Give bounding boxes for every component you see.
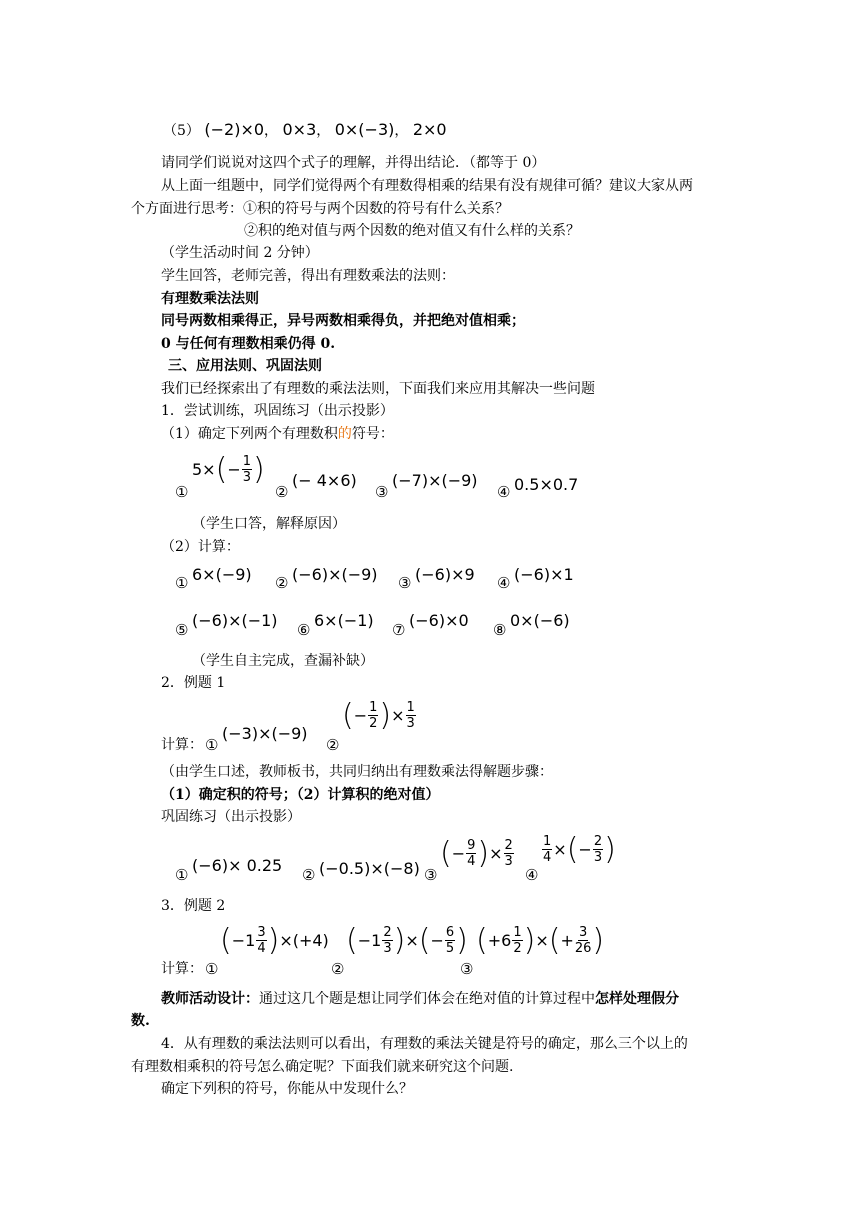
fraction: $\frac{1}{3}$ xyxy=(406,700,415,731)
math-expr: (−6)×(−1) xyxy=(192,611,278,630)
text-line: 2．例题 1 xyxy=(161,675,226,691)
problem-circ: ① xyxy=(175,574,189,592)
text-line: 确定下列积的符号，你能从中发现什么？ xyxy=(161,1081,413,1097)
problem-circ: ③ xyxy=(460,960,474,978)
math-expr: 6×(−9) xyxy=(192,565,252,584)
teacher-design-line xyxy=(161,990,679,1008)
paren: ( xyxy=(440,835,452,871)
math-expr: 0.5×0.7 xyxy=(514,475,579,494)
highlight-text: 的 xyxy=(337,426,352,442)
whole: +6 xyxy=(487,930,512,950)
text-line: 1．尝试训练，巩固练习（出示投影） xyxy=(161,403,394,419)
text: 符号： xyxy=(351,426,394,442)
problem-circ: ② xyxy=(331,960,345,978)
fraction: $\frac{9}{4}$ xyxy=(467,838,476,869)
math-expr: (−3)×(−9) xyxy=(222,724,308,743)
problem-circ-2: ② xyxy=(275,483,289,501)
fraction: $\frac{1}{3}$ xyxy=(242,454,251,485)
math-expr: ( − $\frac{1}{2}$ ) × $\frac{1}{3}$ xyxy=(342,697,415,733)
fraction: $\frac{3}{4}$ xyxy=(257,925,266,956)
math-expr: (−0.5)×(−8) xyxy=(319,859,420,878)
sep: ， xyxy=(264,123,279,139)
math-expr: 5× ( − $\frac{1}{3}$ ) xyxy=(192,451,265,487)
problem-circ: ③ xyxy=(398,574,412,592)
sep: ， xyxy=(316,123,331,139)
math-expr: (− 4×6) xyxy=(292,471,357,490)
problem-circ: ① xyxy=(175,866,189,884)
problem-circ: ① xyxy=(205,736,219,754)
math-expr: (−6)×0 xyxy=(409,611,469,630)
paren: ( xyxy=(342,697,354,733)
math-expr: 6×(−1) xyxy=(314,611,374,630)
math-expr xyxy=(476,922,605,958)
term: ×(+4) xyxy=(279,930,329,950)
fraction: $\frac{2}{3}$ xyxy=(504,838,513,869)
paren: ( xyxy=(418,922,431,958)
rule-line: 0 与任何有理数相乘仍得 0. xyxy=(161,336,336,352)
text-line: （学生自主完成，查漏补缺） xyxy=(192,653,374,669)
text-line: ②积的绝对值与两个因数的绝对值又有什么样的关系？ xyxy=(244,223,580,239)
item-label: （5） xyxy=(163,123,200,139)
text-line: 从上面一组题中，同学们觉得两个有理数得相乘的结果有没有规律可循？建议大家从两 xyxy=(161,178,693,194)
paren: ) xyxy=(477,835,490,871)
paren: ( xyxy=(548,922,561,958)
paren: ) xyxy=(393,922,406,958)
text-line xyxy=(161,425,394,443)
paren: ) xyxy=(253,451,265,487)
bold-text: 怎样处理假分 xyxy=(595,991,679,1007)
sign: + xyxy=(560,930,574,950)
problem-circ: ④ xyxy=(525,866,539,884)
fraction: $\frac{2}{3}$ xyxy=(383,925,392,956)
text-line: 数. xyxy=(131,1013,150,1029)
fraction: $\frac{1}{4}$ xyxy=(543,834,552,865)
text-line: 学生回答，老师完善，得出有理数乘法的法则： xyxy=(161,268,455,284)
paren: ( xyxy=(215,451,228,487)
problem-circ-4: ④ xyxy=(497,483,511,501)
times: × xyxy=(553,839,567,859)
whole: −1 xyxy=(357,930,382,950)
section-heading: 三、应用法则、巩固法则 xyxy=(168,358,322,374)
math-expr: (−6)×1 xyxy=(514,565,574,584)
math-expr: (−6)×(−9) xyxy=(292,565,378,584)
text-line: 4．从有理数的乘法法则可以看出，有理数的乘法关键是符号的确定，那么三个以上的 xyxy=(161,1036,688,1052)
problem-circ: ③ xyxy=(424,866,438,884)
text-line: 巩固练习（出示投影） xyxy=(161,809,301,825)
rule-line: 同号两数相乘得正，异号两数相乘得负，并把绝对值相乘； xyxy=(161,313,525,329)
paren: ) xyxy=(523,922,536,958)
problem-circ: ⑤ xyxy=(175,621,189,639)
problem-circ: ⑦ xyxy=(392,621,406,639)
text-line: 个方面进行思考：①积的符号与两个因数的符号有什么关系？ xyxy=(131,201,509,217)
paren: ( xyxy=(476,922,488,958)
sep: ， xyxy=(394,123,409,139)
problem-circ-3: ③ xyxy=(375,483,389,501)
problem-circ-1: ① xyxy=(175,483,189,501)
text-line: （学生活动时间 2 分钟） xyxy=(161,245,319,261)
fraction: $\frac{3}{26}$ xyxy=(574,925,592,956)
paren: ) xyxy=(379,697,392,733)
whole: −1 xyxy=(231,930,256,950)
fraction: $\frac{1}{2}$ xyxy=(369,700,378,731)
text-line: 3．例题 2 xyxy=(161,898,226,914)
math-expr: (−6)× 0.25 xyxy=(192,856,283,875)
fraction: $\frac{1}{2}$ xyxy=(513,925,522,956)
text-line: 请同学们说说对这四个式子的理解，并得出结论．（都等于 0） xyxy=(161,155,546,171)
paren: ) xyxy=(604,831,616,867)
rule-title: 有理数乘法法则 xyxy=(161,291,259,307)
expr: 2×0 xyxy=(412,120,447,139)
fraction: $\frac{6}{5}$ xyxy=(445,925,455,956)
text-line: （2）计算： xyxy=(161,539,240,555)
problem-circ: ② xyxy=(275,574,289,592)
math-expr: (−6)×9 xyxy=(415,565,475,584)
expr: 0×(−3) xyxy=(334,120,395,139)
example-2-label: 计算： xyxy=(161,961,203,977)
expr: 0×3 xyxy=(282,120,317,139)
paren: ( xyxy=(346,922,358,958)
expr: (−2)×0 xyxy=(204,120,265,139)
text-line: 我们已经探索出了有理数的乘法法则，下面我们来应用其解决一些问题 xyxy=(161,381,595,397)
times: × xyxy=(535,930,549,950)
times: × xyxy=(391,705,405,725)
text-line: 有理数相乘积的符号怎么确定呢？下面我们就来研究这个问题. xyxy=(131,1059,514,1075)
factor: 5× xyxy=(192,459,216,479)
problem-circ: ② xyxy=(302,866,316,884)
math-expr xyxy=(220,922,329,958)
text-line: （学生口答，解释原因） xyxy=(192,516,346,532)
problem-circ: ④ xyxy=(497,574,511,592)
paren: ( xyxy=(220,922,232,958)
text-line: （由学生口述，教师板书，共同归纳出有理数乘法得解题步骤： xyxy=(161,764,553,780)
times: × xyxy=(405,930,419,950)
math-expr: ( − $\frac{9}{4}$ ) × $\frac{2}{3}$ xyxy=(440,835,513,871)
paren: ) xyxy=(592,922,605,958)
problem-circ: ② xyxy=(326,736,340,754)
paren: ( xyxy=(566,831,579,867)
fraction: $\frac{2}{3}$ xyxy=(593,834,603,865)
paren: ) xyxy=(267,922,280,958)
text: 通过这几个题是想让同学们体会在绝对值的计算过程中 xyxy=(259,991,595,1007)
times: × xyxy=(489,843,503,863)
paren: ) xyxy=(456,922,468,958)
problem-circ: ① xyxy=(205,960,219,978)
math-expr: 0×(−6) xyxy=(510,611,570,630)
problem-circ: ⑥ xyxy=(297,621,311,639)
math-expr: ( −1 $\frac{2}{3}$ ) × ( − $\frac{6}{5}$ ) xyxy=(346,922,468,958)
steps-line: （1）确定积的符号；（2）计算积的绝对值） xyxy=(161,787,440,803)
math-expr: $\frac{1}{4}$ × ( − $\frac{2}{3}$ ) xyxy=(543,831,616,867)
bold-label: 教师活动设计： xyxy=(161,991,259,1007)
problem-circ: ⑧ xyxy=(493,621,507,639)
item-5-line xyxy=(163,121,447,140)
text: （1）确定下列两个有理数积 xyxy=(161,426,338,442)
example-1-label: 计算： xyxy=(161,737,203,753)
math-expr: (−7)×(−9) xyxy=(392,471,478,490)
